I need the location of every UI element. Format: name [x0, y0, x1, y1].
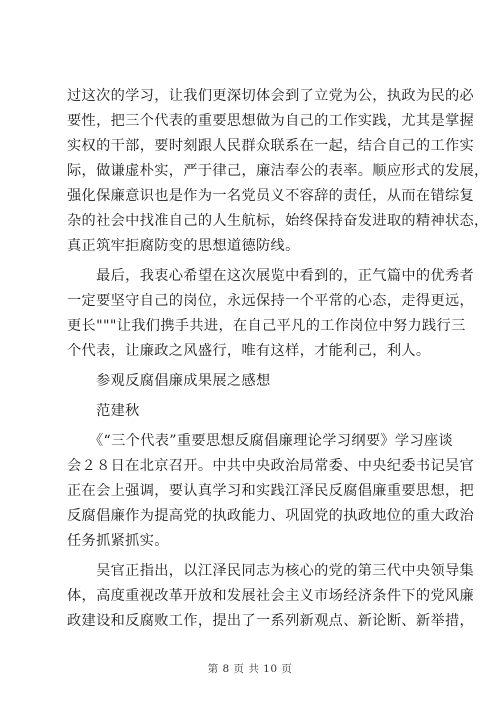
text-line: 《“三个代表”重要思想反腐倡廉理论学习纲要》学习座谈 — [67, 433, 454, 449]
article-title — [67, 369, 445, 394]
text-line: 反腐倡廉作为提高党的执政能力、巩固党的执政地位的重大政治 — [67, 508, 475, 524]
text-line: 要性，把三个代表的重要思想做为自己的工作实践，尤其是掌握 — [67, 113, 475, 129]
text-line: 正在会上强调，要认真学习和实践江泽民反腐倡廉重要思想，把 — [67, 483, 475, 499]
paragraph-party-for-public — [67, 84, 489, 259]
text-line: 个代表，让廉政之风盛行，唯有这样，才能利己，利人。 — [67, 343, 431, 359]
paragraph-symposium — [67, 429, 475, 554]
text-line: 政建设和反腐败工作，提出了一系列新观点、新论断、新举措， — [67, 613, 475, 629]
page-footer: 第 8 页 共 10 页 — [207, 663, 293, 675]
text-line: 际，做谦虚朴实，严于律己，廉洁奉公的表率。顺应形式的发展， — [67, 163, 489, 179]
paragraph-conclusion — [67, 264, 475, 364]
text-line: 参观反腐倡廉成果展之感想 — [67, 373, 271, 389]
paragraph-wu-guanzheng — [67, 559, 475, 634]
text-line: 一定要坚守自己的岗位，永远保持一个平常的心态，走得更远， — [67, 293, 475, 309]
text-line: 范建秋 — [67, 403, 140, 419]
text-line: 体，高度重视改革开放和发展社会主义市场经济条件下的党风廉 — [67, 588, 475, 604]
text-line: 真正筑牢拒腐防变的思想道德防线。 — [67, 238, 300, 254]
text-line: 过这次的学习，让我们更深切体会到了立党为公，执政为民的必 — [67, 88, 475, 104]
text-line: 实权的干部，要时刻跟人民群众联系在一起，结合自己的工作实 — [67, 138, 475, 154]
text-line: 更长"""让我们携手共进，在自己平凡的工作岗位中努力践行三 — [67, 318, 466, 334]
text-line: 任务抓紧抓实。 — [67, 533, 169, 549]
text-line: 吴官正指出，以江泽民同志为核心的党的第三代中央领导集 — [67, 563, 475, 579]
document-body — [67, 84, 489, 634]
article-author — [67, 399, 445, 424]
text-line: 杂的社会中找准自己的人生航标，始终保持奋发进取的精神状态， — [67, 213, 489, 229]
text-line: 强化保廉意识也是作为一名党员义不容辞的责任，从而在错综复 — [67, 188, 475, 204]
text-line: 最后，我衷心希望在这次展览中看到的，正气篇中的优秀者 — [67, 268, 475, 284]
text-line: 会２８日在北京召开。中共中央政治局常委、中央纪委书记吴官 — [67, 458, 475, 474]
